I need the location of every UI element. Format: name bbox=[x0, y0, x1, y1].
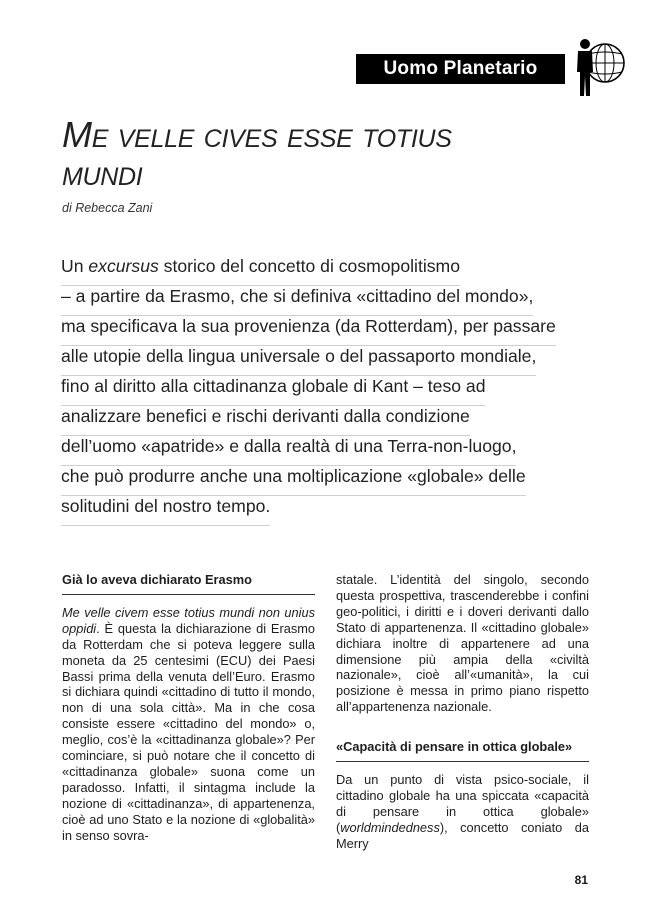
body-paragraph bbox=[62, 605, 315, 844]
body-paragraph bbox=[336, 772, 589, 852]
lead-line: analizzare benefici e rischi derivanti dalla condizione bbox=[61, 405, 470, 436]
article-title bbox=[62, 116, 582, 192]
body-emphasis: worldmindedness bbox=[340, 819, 440, 835]
lead-emphasis: excursus bbox=[88, 256, 159, 276]
title-line-1: Me velle cives esse totius bbox=[62, 114, 452, 155]
lead-text: Un bbox=[61, 256, 89, 276]
lead-line: ma specificava la sua provenienza (da Rotterdam), per passare bbox=[61, 315, 556, 346]
lead-line: – a partire da Erasmo, che si definiva «cittadino del mondo», bbox=[61, 285, 533, 316]
lead-line bbox=[61, 255, 460, 286]
lead-line: che può produrre anche una moltiplicazione «globale» delle bbox=[61, 465, 526, 496]
lead-line: fino al diritto alla cittadinanza globale di Kant – teso ad bbox=[61, 375, 485, 406]
right-column bbox=[336, 572, 589, 852]
lead-paragraph bbox=[61, 255, 621, 525]
lead-line: alle utopie della lingua universale o del passaporto mondiale, bbox=[61, 345, 536, 376]
lead-text: storico del concetto di cosmopolitismo bbox=[158, 256, 460, 276]
byline: di Rebecca Zani bbox=[62, 201, 153, 215]
man-with-globe-icon bbox=[566, 34, 626, 100]
body-text: . È questa la dichiarazione di Erasmo da Rotterdam che si poteva leggere sulla moneta da 25 centesimi (ECU) dei Paesi Bassi prima della venuta dell’Euro. Erasmo si dichiara quindi «cittadino di tutto il mondo, non di una sola città». Ma in che cosa consiste essere «cittadino del mondo» o, meglio, cos’è la «cittadinanza globale»? Per cominciare, si può notare che il concetto di «cittadinanza globale» suona come un paradosso. Infatti, il sintagma include la nozione di «cittadinanza», di appartenenza, cioè ad uno Stato e la nozione di «globalità» in senso sovra- bbox=[62, 620, 315, 843]
title-line-2: mundi bbox=[62, 152, 143, 193]
section-tag: Uomo Planetario bbox=[356, 54, 565, 84]
page-number: 81 bbox=[574, 873, 588, 887]
body-text: ), concetto coniato da Merry bbox=[336, 819, 589, 851]
latin-quote: Me velle civem esse totius mundi non unius oppidi bbox=[62, 604, 315, 636]
body-paragraph: statale. L’identità del singolo, secondo questa prospettiva, trascenderebbe i confini geo-politici, i diritti e i doveri derivanti dallo Stato di appartenenza. Il «cittadino globale» dichiara inoltre di appartenere ad una dimensione più ampia della «civiltà nazionale», cioè all’«umanità», la cui posizione è messa in primo piano rispetto all’appartenenza nazionale. bbox=[336, 572, 589, 715]
section-heading: Già lo aveva dichiarato Erasmo bbox=[62, 572, 315, 595]
lead-line: solitudini del nostro tempo. bbox=[61, 495, 270, 526]
section-heading: «Capacità di pensare in ottica globale» bbox=[336, 739, 589, 762]
lead-line: dell’uomo «apatride» e dalla realtà di una Terra-non-luogo, bbox=[61, 435, 516, 466]
left-column bbox=[62, 572, 315, 844]
body-text: Da un punto di vista psico-sociale, il cittadino globale ha una spiccata «capacità di pensare in ottica globale» ( bbox=[336, 772, 589, 835]
